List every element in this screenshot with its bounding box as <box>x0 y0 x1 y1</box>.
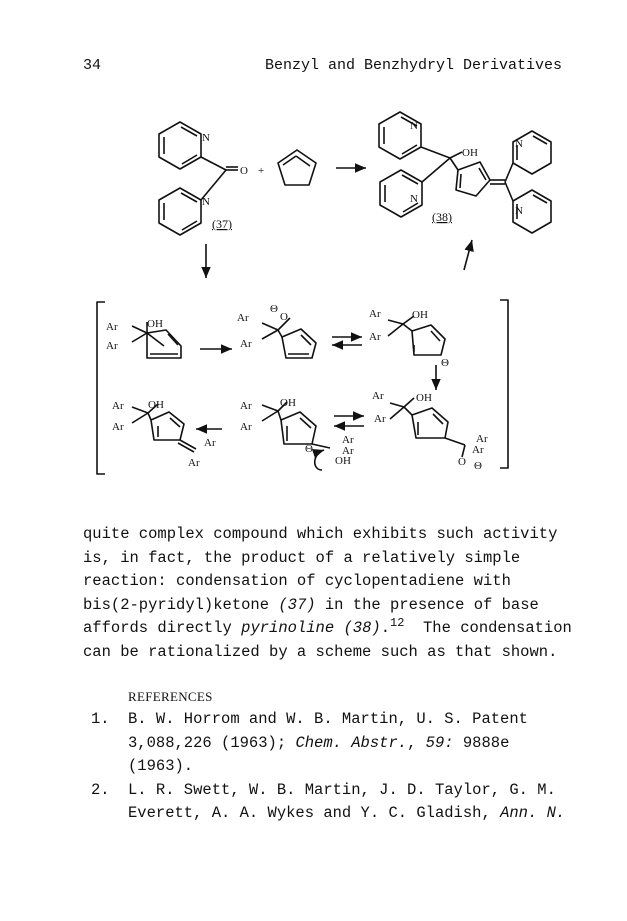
oh-38: OH <box>462 147 478 159</box>
ar-i5-d: Ar <box>342 445 354 457</box>
running-header: Benzyl and Benzhydryl Derivatives <box>265 57 563 74</box>
reference-1-line-2-c: , <box>407 733 426 752</box>
reference-1-line-2-e: 9888e <box>453 733 510 752</box>
ar-i5-b: Ar <box>240 421 252 433</box>
compound-ref-38: (38) <box>343 619 381 637</box>
body-line-5-e: . <box>380 619 390 637</box>
oh-i1: OH <box>147 318 163 330</box>
atom-n-37a: N <box>202 132 210 144</box>
ar-i4-c: Ar <box>476 433 488 445</box>
anion-i2: Θ <box>270 303 278 315</box>
intermediate-6 <box>132 404 196 452</box>
body-line-3: reaction: condensation of cyclopentadiene with <box>83 572 511 590</box>
ar-i6-d: Ar <box>188 457 200 469</box>
ar-i6-c: Ar <box>204 437 216 449</box>
atom-o-i4: O <box>458 456 466 468</box>
atom-n-38c: N <box>515 138 523 150</box>
intermediate-5 <box>262 402 330 470</box>
intermediate-2 <box>262 318 316 358</box>
reference-1-line-2 <box>128 732 603 756</box>
reference-2-number: 2. <box>91 780 110 799</box>
intermediate-4 <box>390 398 465 457</box>
ar-i4-b: Ar <box>374 413 386 425</box>
ar-i3-b: Ar <box>369 331 381 343</box>
label-compound-37: (37) <box>212 217 232 231</box>
volume-59: 59: <box>425 733 454 752</box>
ar-i1-b: Ar <box>106 340 118 352</box>
body-line-5 <box>83 617 583 641</box>
compound-ref-37: (37) <box>278 595 316 614</box>
atom-n-38b: N <box>410 193 418 205</box>
citation-superscript: 12 <box>390 616 405 630</box>
compound-38-structure <box>379 112 551 233</box>
ar-i2-b: Ar <box>240 338 252 350</box>
references-section <box>83 685 603 826</box>
journal-chem-abstr: Chem. Abstr. <box>295 733 408 752</box>
pyrinoline-term: pyrinoline <box>241 619 335 637</box>
anion-i3: Θ <box>441 357 449 369</box>
body-line-4 <box>83 594 583 618</box>
page-number: 34 <box>83 57 102 74</box>
references-heading: REFERENCES <box>128 689 213 704</box>
bracket-right <box>500 300 508 468</box>
pyridine-ring-lower <box>159 188 201 235</box>
oh-i3: OH <box>412 309 428 321</box>
body-line-5-a: affords directly <box>83 619 242 637</box>
oh-i4: OH <box>416 392 432 404</box>
body-line-5-f: The condensation <box>404 619 572 637</box>
intermediate-3 <box>388 316 445 355</box>
reference-1 <box>83 708 603 779</box>
ar-i1-a: Ar <box>106 321 118 333</box>
reference-1-line-2-a: 3,088,226 (1963); <box>128 733 296 752</box>
body-line-1: quite complex compound which exhibits such activity <box>83 525 558 543</box>
reference-1-line-3: (1963). <box>128 757 194 775</box>
reference-2-line-1: L. R. Swett, W. B. Martin, J. D. Taylor, G. M. <box>128 780 556 799</box>
ar-i3-a: Ar <box>369 308 381 320</box>
reference-2 <box>83 779 603 826</box>
body-line-2: is, in fact, the product of a relatively simple <box>83 548 521 567</box>
cyclopentadiene-structure <box>278 150 316 185</box>
journal-ann-n: Ann. N. <box>500 804 566 822</box>
reference-2-line-2-a: Everett, A. A. Wykes and Y. C. Gladish, <box>128 804 501 822</box>
body-line-4-a: bis(2-pyridyl)ketone <box>83 595 279 614</box>
ar-i6-a: Ar <box>112 400 124 412</box>
pyridine-ring-upper <box>159 122 201 169</box>
reference-2-line-2 <box>128 802 603 826</box>
oh-i5-b: OH <box>335 455 351 467</box>
atom-o-37: O <box>240 165 248 177</box>
reference-1-line-1: B. W. Horrom and W. B. Martin, U. S. Patent <box>128 710 528 728</box>
bracket-left <box>97 302 105 474</box>
ar-i4-a: Ar <box>372 390 384 402</box>
atom-n-37b: N <box>202 196 210 208</box>
plus-sign: + <box>258 165 265 177</box>
atom-n-38a: N <box>410 120 418 132</box>
reference-1-number: 1. <box>91 710 110 728</box>
oh-i6: OH <box>148 399 164 411</box>
anion-i4: Θ <box>474 460 482 472</box>
ar-i2-a: Ar <box>237 312 249 324</box>
atom-o-i2: O <box>280 311 288 323</box>
arrow-up-to-38 <box>464 240 472 270</box>
ar-i5-c: Ar <box>342 434 354 446</box>
label-compound-38: (38) <box>432 210 452 224</box>
ar-i5-a: Ar <box>240 400 252 412</box>
ar-i4-d: Ar <box>472 444 484 456</box>
oh-i5: OH <box>280 397 296 409</box>
body-paragraph <box>83 523 583 664</box>
ar-i6-b: Ar <box>112 421 124 433</box>
body-line-4-c: in the presence of base <box>315 595 539 614</box>
atom-n-38d: N <box>515 205 523 217</box>
body-line-6: can be rationalized by a scheme such as that shown. <box>83 642 558 661</box>
anion-i5: Θ <box>305 443 313 455</box>
